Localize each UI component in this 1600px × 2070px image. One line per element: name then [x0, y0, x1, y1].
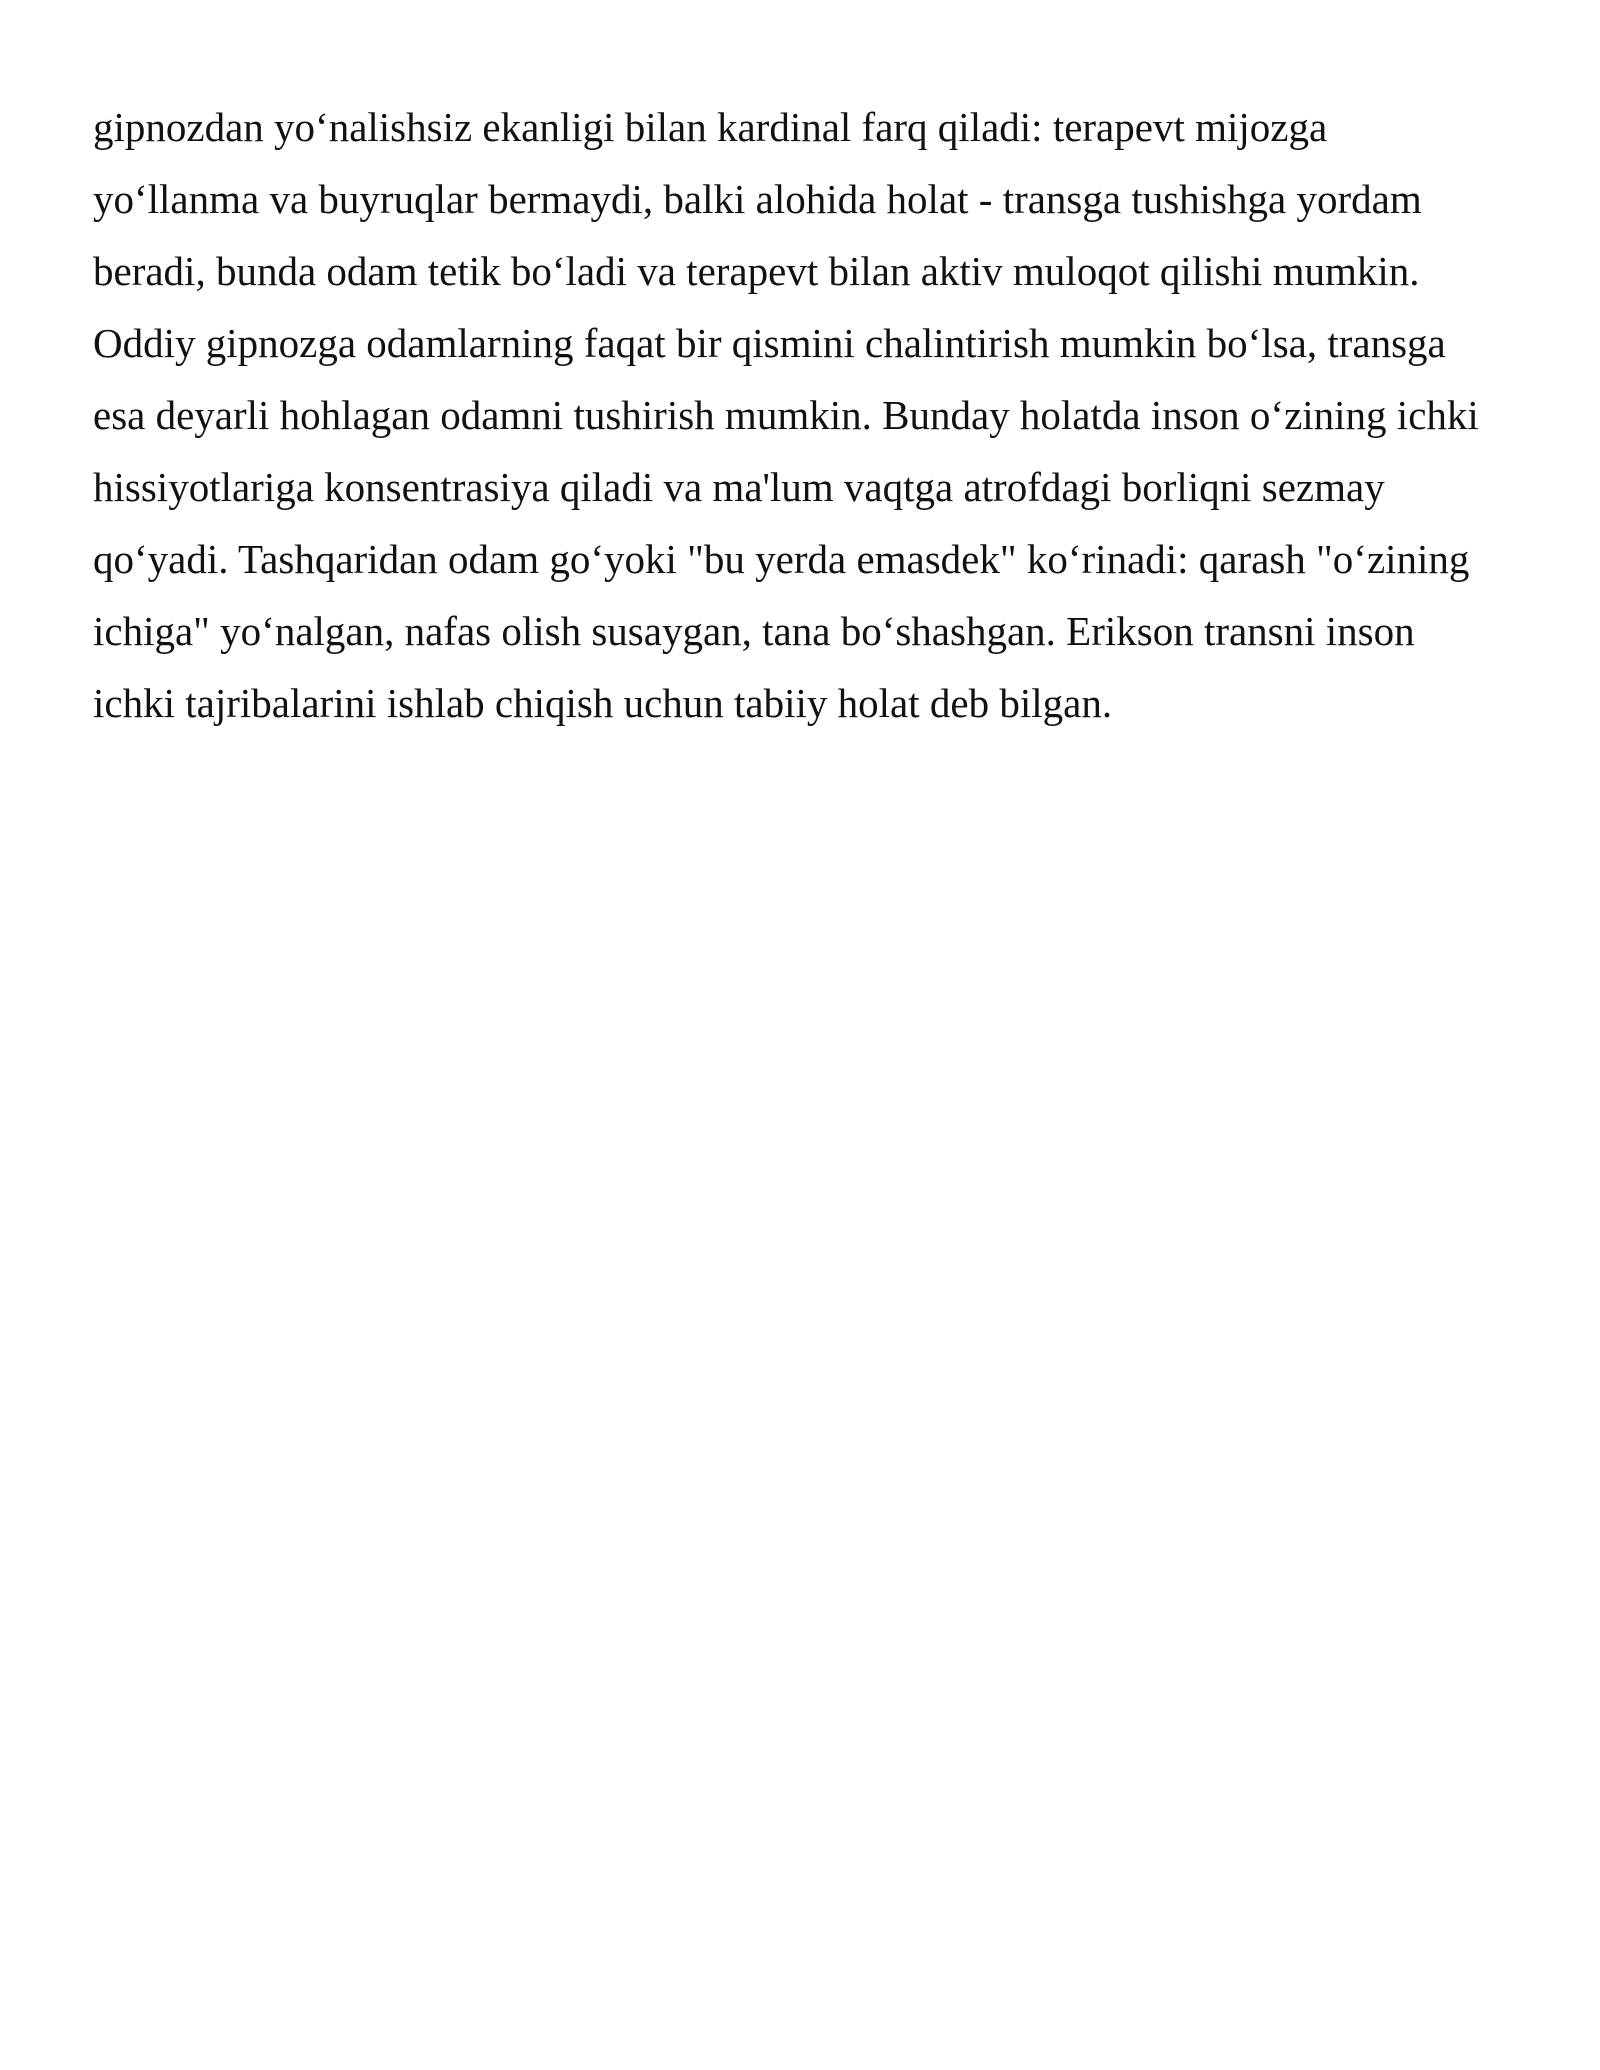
paragraph-line-1: gipnozdan yo‘nalishsiz ekanligi bilan kardinal farq qiladi: terapevt mijozga — [93, 104, 1328, 150]
paragraph-line-3: beradi, bunda odam tetik bo‘ladi va terapevt bilan aktiv muloqot qilishi mumkin. — [93, 248, 1420, 294]
paragraph-line-2: yo‘llanma va buyruqlar bermaydi, balki alohida holat - transga tushishga yordam — [93, 176, 1422, 222]
paragraph-line-9: ichki tajribalarini ishlab chiqish uchun tabiiy holat deb bilgan. — [93, 680, 1113, 726]
paragraph-line-6: hissiyotlariga konsentrasiya qiladi va ma'lum vaqtga atrofdagi borliqni sezmay — [93, 464, 1385, 510]
paragraph-line-8: ichiga" yo‘nalgan, nafas olish susaygan, tana bo‘shashgan. Erikson transni inson — [93, 608, 1415, 654]
paragraph-line-4: Oddiy gipnozga odamlarning faqat bir qismini chalintirish mumkin bo‘lsa, transga — [93, 320, 1446, 366]
paragraph-line-7: qo‘yadi. Tashqaridan odam go‘yoki "bu yerda emasdek" ko‘rinadi: qarash "o‘zining — [93, 536, 1470, 582]
paragraph-line-5: esa deyarli hohlagan odamni tushirish mumkin. Bunday holatda inson o‘zining ichki — [93, 392, 1479, 438]
paragraph — [93, 91, 1533, 739]
